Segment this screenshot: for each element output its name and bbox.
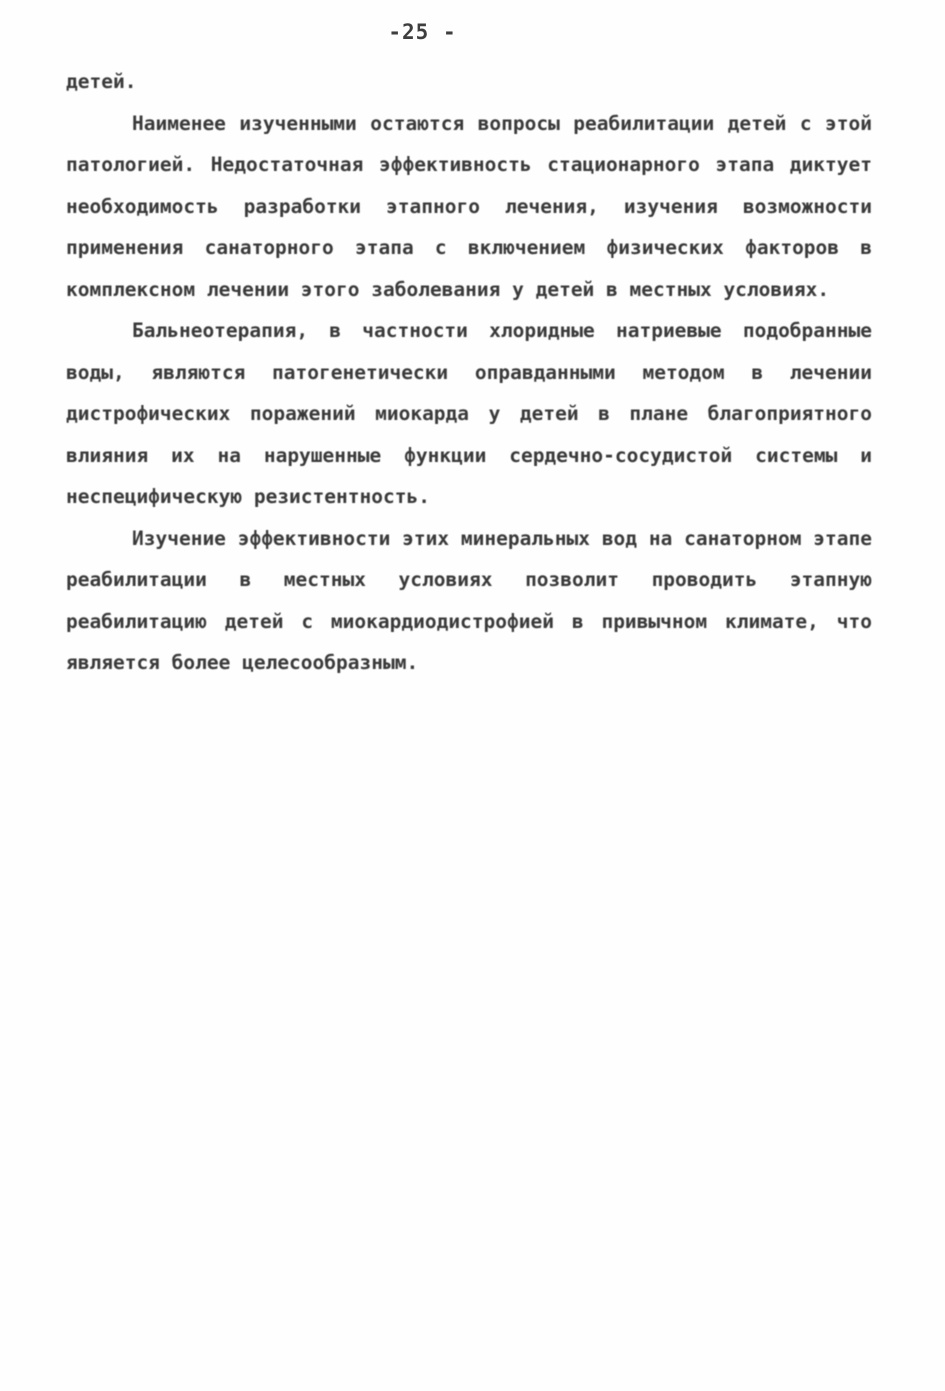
- paragraph-balneotherapy: Бальнеотерапия, в частности хлоридные натриевые подобранные воды, являются патогенетически оправданными методом в лечении дистрофических поражений миокарда у детей в плане благоприятного влияния их на нарушенные функции сердечно-сосудистой системы и неспецифическую резистентность.: [66, 319, 872, 508]
- paragraph-rehabilitation: Наименее изученными остаются вопросы реабилитации детей с этой патологией. Недостаточная эффективность стационарного этапа диктует необходимость разработки этапного лечения, изучения возможности применения санаторного этапа с включением физических факторов в комплексном лечении этого заболевания у детей в местных условиях.: [66, 111, 872, 301]
- page-number: -25 -: [388, 20, 457, 44]
- body-text: [66, 61, 872, 684]
- paragraph-continuation: детей.: [66, 70, 137, 93]
- paragraph-mineral-waters: Изучение эффективности этих минеральных вод на санаторном этапе реабилитации в местных условиях позволит проводить этапную реабилитацию детей с миокардиодистрофией в привычном климате, что является более целесообразным.: [66, 526, 872, 674]
